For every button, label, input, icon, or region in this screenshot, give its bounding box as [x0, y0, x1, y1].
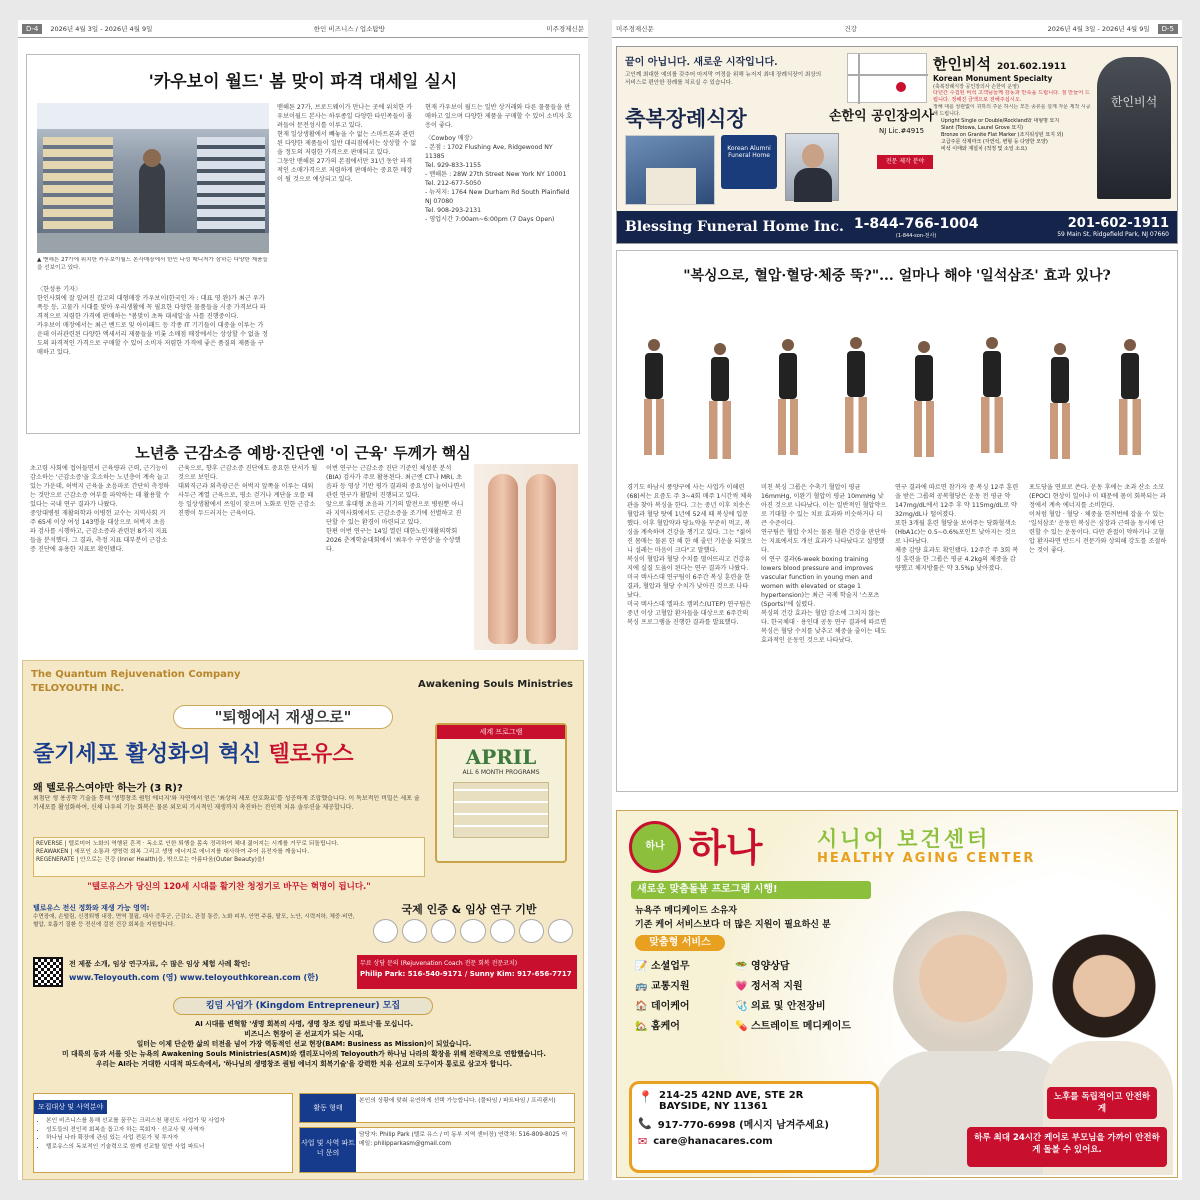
- page-number: D-5: [1158, 24, 1178, 34]
- paragraph: 복싱의 건강 효과는 혈압 감소에 그치지 않는다. 한국체대 · 용인대 공동 연구 결과에 따르면 복싱은 혈당 수치를 낮추고 체중을 줄이는 데도 효과적인 운동인 것으로 나타났다.: [761, 610, 887, 644]
- monument-item: • Bronze on Granite Flat Marker (조지워싱턴 묘지 외): [941, 132, 1093, 139]
- store-hours: - 영업시간 7:00am~6:00pm (7 Days Open): [425, 216, 555, 223]
- monument-phone[interactable]: 201.602.1911: [996, 62, 1067, 72]
- funeral-ad: [616, 46, 1178, 244]
- issue-date: 2026년 4월 3일 - 2026년 4월 9일: [1047, 25, 1150, 33]
- monument-block: [933, 53, 1093, 153]
- tombstone-image: [1097, 57, 1171, 199]
- monument-list: [933, 118, 1093, 153]
- article-col-3: [895, 483, 1021, 783]
- monument-item: • Upright Single or Double/Rockland와 대형명 묘지: [941, 118, 1093, 125]
- point-regenerate: REGENERATE | 안으로는 건강 (Inner Health)을, 밖으로는 아름다움(Outer Beauty)을!: [36, 857, 265, 863]
- point-reverse: REVERSE | 텔로미어 노화의 역행된 흔적 · 독소로 인한 퇴행을 몸속 정리하여 체내 젊어지는 시계를 거꾸로 되돌립니다.: [36, 841, 339, 847]
- service-label: 소셜업무: [650, 961, 690, 972]
- inquiry-text: 담당자: Philip Park (텔로 유스 / 미 동부 지역 센터장) 연락처: 516-809-8025 이메일: philipparkasm@gmail.com: [359, 1132, 568, 1147]
- service-label: 스트레이트 메디케이드: [750, 1021, 852, 1032]
- funeral-building-photo: [625, 135, 715, 205]
- ad-slogan: "퇴행에서 재생으로": [173, 705, 393, 729]
- inquiry-box: [299, 1127, 575, 1173]
- paragraph: 현재 일상생활에서 빼놓을 수 없는 스마트폰과 관련된 다양한 제품들이 일반 대리점에서는 상상할 수 없을 정도의 저렴한 가격으로 판매되고 있다.: [277, 131, 417, 156]
- kingdom-line: AI 시대를 변혁할 '생명 회복의 사명, 생명 창조 킹덤 파트너'를 모십니다.: [194, 1020, 414, 1028]
- monument-item: • Slant (Totowa, Laurel Grove 묘지): [941, 125, 1093, 132]
- left-running-header: [18, 20, 588, 38]
- target-item: • 본인 비즈니스를 통해 선교를 꿈꾸는 크리스천 평신도 사업가 및 사업자: [46, 1117, 292, 1126]
- service-label: 영양상담: [750, 961, 790, 972]
- paragraph: 근육으로, 향후 근감소증 진단에도 중요한 단서가 될 것으로 보인다.: [178, 465, 318, 481]
- paragraph: 이처럼 혈압 · 혈당 · 체중을 한꺼번에 잡을 수 있는 '일석삼조' 운동인 복싱은 심장과 근력을 동시에 단련할 수 있는 운동이다. 다만 관절이 약하거나 고혈압 환자라면 반드시 전문가와 상의해 강도를 조절하는 것이 좋다.: [1029, 511, 1167, 554]
- article-headline: "복싱으로, 혈압·혈당·체중 뚝?"... 얼마나 해야 '일석삼조' 효과 있나?: [683, 268, 1111, 284]
- director-name: 손한익 공인장의사: [829, 109, 934, 124]
- cert-title: 국제 인증 & 임상 연구 기반: [401, 903, 537, 916]
- hana-email[interactable]: care@hanacares.com: [653, 1136, 773, 1147]
- monument-name: 한인비석: [933, 55, 991, 73]
- kingdom-line: 비즈니스 현장이 곧 선교지가 되는 시대,: [244, 1030, 364, 1038]
- funeral-name: 축복장례식장: [625, 106, 747, 131]
- service-label: 정서적 지원: [750, 981, 803, 992]
- service-item: 💗 정서적 지원: [735, 981, 803, 992]
- store-phone: Tel. 212-677-5050: [425, 180, 482, 187]
- teloyouth-ad: [22, 660, 584, 1180]
- areas-text: 수면장애, 손떨림, 신경퇴행 내장, 면역 결핍, 대사 증후군, 근감소, 관절 통증, 노화 피부, 안면 주름, 탈모, 노안, 시력저하, 체중·비만, 혈압, 호흡기 질환 등 전신에 걸친 건강 회복을 지원합니다.: [33, 914, 355, 928]
- service-item: 🏡 홈케어: [635, 1021, 680, 1032]
- consult-badge: 전문 제작 분야: [877, 155, 933, 169]
- location-map: [847, 53, 927, 103]
- consult-box: [357, 955, 577, 989]
- hana-line-2: 기존 케어 서비스보다 더 많은 지원이 필요하신 분: [635, 920, 831, 930]
- paragraph: 현재 카우보이 월드는 일반 상거래와 다른 물품들을 판매하고 있으며 다양한 제품을 구매할 수 있어 소비자 호응이 좋다.: [425, 104, 573, 129]
- article-headline: 노년층 근감소증 예방·진단엔 '이 근육' 두께가 핵심: [135, 444, 471, 462]
- paragraph: 경기도 하남시 풍양구에 사는 사업가 이해련(68)씨는 요즘도 주 3~4회 매주 1시간씩 체육관을 찾아 복싱을 한다. 그는 중년 이후 치솟은 혈압과 혈당 탓에 1년에 52세 때 복싱에 입문했다. 이후 혈압약과 당뇨약을 꾸준히 먹고, 복싱을 계속하며 건강을 챙기고 있다. 그는 "젊어진 몸매는 물론 한 해 한 해 줄던 기운을 되찾으니 설레는 마음이 크다"고 말했다.: [627, 484, 753, 554]
- service-item: 📝 소셜업무: [635, 961, 690, 972]
- service-item: 🚌 교통지원: [635, 981, 690, 992]
- article-col-2: [761, 483, 887, 783]
- phone-icon: 📞: [638, 1117, 652, 1130]
- issue-date: 2026년 4월 3일 - 2026년 4월 9일: [50, 25, 153, 33]
- duty-label: 활동 형태: [300, 1094, 356, 1122]
- article-boxing: [616, 250, 1178, 792]
- areas-title: 텔로유스 전신 정화와 재생 가능 영역:: [33, 904, 150, 912]
- funeral-address: 59 Main St, Ridgefield Park, NJ 07660: [1057, 231, 1169, 238]
- article-col-3: [326, 464, 466, 650]
- byline: 〈한성용 기자〉: [37, 286, 82, 293]
- callout-independent: 노후를 독립적이고 안전하게: [1047, 1087, 1157, 1119]
- ad-intro: 최첨단 생 용공학 기술을 통해 '생명창조 퀀텀 에너지'와 자연에서 얻은 '최상의 세포 산호화효'를 성공하게 조합했습니다. 이 독보적인 비밀은 세포 줄기세포를 활성화하여, 신체 나우의 기능 회복은 물론 외모의 기시적인 재생까지 촉진하는 전인적 치유 솔루션을 제공합니다.: [33, 795, 420, 811]
- director-photo: [785, 133, 839, 201]
- service-item: 🥗 영양상담: [735, 961, 790, 972]
- paper-name: 미주경제신문: [616, 25, 654, 33]
- inquiry-label: 사업 및 사역 파트너 문의: [300, 1128, 356, 1172]
- svc-title: 맞춤형 서비스: [635, 935, 725, 951]
- location-pin-icon: 📍: [638, 1090, 653, 1104]
- left-page: [18, 20, 588, 1180]
- store-address: - 본점 : 1702 Flushing Ave, Ridgewood NY 11385: [425, 144, 553, 160]
- consult-label: 무료 상담 문의 (Rejuvenation Coach 전문 회복 전문코치): [360, 960, 518, 967]
- ad-points: [33, 837, 425, 877]
- director-license: NJ Lic.#4915: [879, 127, 925, 135]
- ad-headline-brand: 텔로유스: [268, 742, 354, 767]
- paragraph: 이 연구 결과(6-week boxing training lowers blood pressure and improves vascular function in young men and women with elevated or stage 1 hypertension)는 최근 국제 학술지 '스포츠(Sports)'에 실렸다.: [761, 556, 880, 608]
- paragraph: 대퇴직근과 외측광근은 허벅지 앞쪽을 이루는 대퇴사두근 계열 근육으로, 평소 걷거나 계단을 오를 때 등 일상생활에서 쓰임이 잦으며 노화로 인한 근감소 진행이 두드러지는 근육이다.: [178, 483, 316, 517]
- monument-item: • 비석 이태와 재설치 (적정 및 소일 소요): [941, 146, 1093, 153]
- photo-caption: ▲ 맨해튼 27가에 위치한 카우보이월드 본사매장에서 한인 나성 매니저가 삼하는 다양한 제품들을 선보이고 있다.: [37, 257, 268, 271]
- paragraph: 중앙대병원 재활의학과 이병헌 교수는 지역사회 거주 65세 이상 여성 143명을 대상으로 허벅지 초음파 검사를 시행하고, 근감소증과 관련된 8가지 지표들을 분석했다. 그 결과, 측정 지표 대부분이 근감소증 진단에 유용한 지표로 확인됐다.: [30, 510, 168, 553]
- article-col-2: [277, 103, 417, 425]
- areas-box: [33, 903, 357, 947]
- service-label: 데이케어: [650, 1001, 690, 1012]
- qr-code[interactable]: [33, 957, 63, 987]
- ad-tagline: "텔로유스가 당신의 120세 시대를 활기찬 청정기로 바꾸는 혁명이 됩니다.": [87, 882, 371, 892]
- paragraph: 체중 감량 효과도 확인됐다. 12주간 주 3회 복싱 훈련을 한 그룹은 평균 4.2kg의 체중을 감량했고 체지방률은 약 3.5%p 낮아졌다.: [895, 547, 1019, 572]
- paragraph: 또한 3개월 훈련 혈당을 보여주는 당화혈색소(HbA1c)는 0.5~0.6%포인트 낮아지는 것으로 나타났다.: [895, 520, 1017, 545]
- section-name: 건강: [844, 25, 857, 33]
- article-col-3: [425, 103, 573, 425]
- monument-item: • 고급주문 삭제마크 (자연석, 변형 등 다양한 모양): [941, 139, 1093, 146]
- kingdom-line: 미 대륙의 동과 서를 잇는 뉴욕의 Awakening Souls Ministries(ASM)와 캘리포니아의 Teloyouth가 하나님 나라의 확장을 위해 전략적으로 연합했습니다.: [62, 1050, 546, 1058]
- store-address: - 맨해튼 : 28W 27th Street New York NY 10001: [425, 171, 567, 178]
- tombstone-text: 한인비석: [1110, 95, 1158, 109]
- ad-company: The Quantum Rejuvenation Company: [31, 669, 241, 680]
- paragraph: 그동안 맨해튼 27가의 본점에서만 31년 동안 파격적인 소매가격으로 저렴하게 판매하는 중요한 매장이 될 것으로 예상되고 있다.: [277, 158, 413, 183]
- funeral-desc: 고인께 최대한 예의를 갖추어 마지막 여정을 위해 뉴저지 최대 장례식장이 최상의 서비스로 편안한 장례를 치르실 수 있습니다.: [625, 72, 822, 86]
- hana-line-1: 뉴욕주 메디케이드 소유자: [635, 906, 737, 916]
- funeral-phone[interactable]: 1-844-766-1004: [853, 215, 979, 232]
- monument-sub: (축복장례식장 공인장의사 손한익 운영): [933, 84, 1019, 90]
- service-list: [635, 957, 875, 1032]
- paragraph: 맨해튼 27가, 브로드웨이가 만나는 곳에 위치한 카우보이월드 본사는 하루종일 다양한 타민족들이 몰려들어 문전성시를 이루고 있다.: [277, 104, 413, 129]
- article-sarcopenia: [26, 438, 580, 652]
- service-item: 🏠 데이케어: [635, 1001, 690, 1012]
- right-running-header: [612, 20, 1182, 38]
- legs-photo: [474, 464, 578, 650]
- paragraph: 앞으로 휴대형 초음파 기기의 발전으로 병원뿐 아니라 지역사회에서도 근감소증을 조기에 선별하고 진단할 수 있는 환경이 마련되고 있다.: [326, 501, 464, 526]
- paragraph: 복싱이 혈압과 혈당 수치를 떨어뜨리고 건강유지에 실질 도움이 된다는 연구 결과가 나왔다. 미국 텍사스대 연구팀이 6주간 복싱 훈련을 한 결과, 혈압과 혈당 수치가 낮아진 것으로 나타났다.: [627, 556, 751, 599]
- paragraph: 이번 연구는 근감소증 진단 기준인 체성분 분석(BIA) 검사가 주로 활용된다. 최근엔 CT나 MRI, 초음파 등 영상 기반 평가 결과의 중요성이 늘어나면서 관련 연구가 활발히 진행되고 있다.: [326, 465, 466, 499]
- promo-title: 세계 프로그램: [437, 725, 565, 739]
- paper-name: 미주경제신문: [546, 25, 584, 33]
- monument-en: Korean Monument Specialty: [933, 74, 1053, 83]
- right-page: [612, 20, 1182, 1180]
- duty-box: [299, 1093, 575, 1123]
- funeral-phone-2[interactable]: 201-602-1911: [1067, 216, 1169, 231]
- promo-calendar: [435, 723, 567, 863]
- article-col-1: [37, 285, 269, 425]
- contact-card: [629, 1081, 879, 1173]
- store-phone: Tel. 929-833-1155: [425, 162, 482, 169]
- hana-name-2: 시니어 보건센터: [817, 827, 991, 851]
- paragraph: 한편 이번 연구는 14일 열린 대한노인재활의학회 2026 춘계학술대회에서 '최우수 구연상'을 수상했다.: [326, 528, 461, 553]
- paragraph: 포도당을 연료로 쓴다. 운동 후에는 초과 산소 소모(EPOC) 현상이 일어나 이 때문에 몸이 회복되는 과정에서 계속 에너지를 소비한다.: [1029, 484, 1167, 509]
- monument-note: 정해 대를 상관없이 귀하의 주문 하시는 모든 종류를 설계 자문 제작 시공해 드립니다.: [933, 104, 1091, 117]
- consult-phones[interactable]: Philip Park: 516-540-9171 / Sunny Kim: 917-656-7717: [360, 970, 572, 978]
- paragraph: 미국 텍사스대 엘파소 캠퍼스(UTEP) 연구팀은 중년 이상 고혈압 환자들을 대상으로 6주간의 복싱 프로그램을 진행한 결과를 발표했다.: [627, 601, 752, 626]
- target-item: • 텔로유스의 독보적인 기술력으로 함께 선교할 일반 사업 파트너: [46, 1143, 292, 1152]
- contact-label: 전 제품 소개, 임상 연구자료, 수 많은 임상 체험 사례 확인:: [69, 960, 251, 968]
- funeral-badge: Korean Alumni Funeral Home: [721, 135, 777, 189]
- website-link[interactable]: www.Teloyouth.com (영) www.teloyouthkorean.com (한): [69, 973, 319, 982]
- point-reawaken: REAWAKEN | 세포인 소통과 생명력 회복 그리고 생명 에너지로 에너지를 대사하여 주어 유전자를 깨웁니다.: [36, 849, 310, 855]
- page-number: D-4: [22, 24, 42, 34]
- promo-month: APRIL: [465, 745, 537, 769]
- kingdom-title: 킹덤 사업가 (Kingdom Entrepreneur) 모집: [173, 997, 433, 1015]
- hana-program: 새로운 맞춤돌봄 프로그램 시행!: [631, 881, 871, 899]
- article-col-4: [1029, 483, 1169, 783]
- article-headline: '카우보이 월드' 봄 맞이 파격 대세일 실시: [148, 72, 458, 92]
- promo-sub: ALL 6 MONTH PROGRAMS: [462, 769, 540, 776]
- section-name: 한인 비즈니스 / 업소탐방: [313, 25, 385, 33]
- target-item: • 하나님 나라 확장에 관심 있는 사업 전문가 및 투자자: [46, 1134, 292, 1143]
- hana-name-en: HEALTHY AGING CENTER: [817, 851, 1036, 866]
- store-photo: [37, 103, 269, 253]
- contact-block: [69, 959, 349, 983]
- target-item: • 성도들의 전인적 회복을 돕고자 하는 목회자 · 선교사 및 사역자: [46, 1126, 292, 1135]
- duty-text: 본인의 상황에 맞춰 유연하게 선택 가능합니다. (풀타임 / 파트타임 / 프리랜서): [359, 1098, 556, 1104]
- kingdom-line: 일터는 이제 단순한 삶의 터전을 넘어 가장 역동적인 선교 현장(BAM: Business as Mission)이 되었습니다.: [136, 1040, 472, 1048]
- article-cowboy-world: [26, 54, 580, 434]
- paragraph: 미친 복싱 그룹은 수축기 혈압이 평균 16mmHg, 이완기 혈압이 평균 10mmHg 낮아진 것으로 나타났다. 이는 일반적인 혈압약으로 기대할 수 있는 치료 효과와 비슷하거나 더 큰 수준이다.: [761, 484, 887, 527]
- hana-address-1: 214-25 42ND AVE, STE 2R: [658, 1090, 804, 1101]
- funeral-name-en: Blessing Funeral Home Inc.: [625, 219, 844, 235]
- hana-address-2: BAYSIDE, NY 11361: [658, 1101, 768, 1112]
- boxing-sequence-photo: [627, 299, 1167, 475]
- email-icon: ✉: [638, 1135, 648, 1148]
- paragraph: 초고령 사회에 접어들면서 근육량과 근력, 근기능이 감소하는 '근감소증'을 호소하는 노년층이 계속 늘고 있는 가운데, 허벅지 근육을 초음파로 간단히 측정하는 것만으로 근감소증 여부를 파악하는 데 활용할 수 있다는 국내 연구 결과가 나왔다.: [30, 465, 170, 508]
- store-info-title: 〈Cowboy 매장〉: [425, 135, 476, 142]
- ad-company-2: TELOYOUTH INC.: [31, 683, 125, 694]
- service-label: 홈케어: [650, 1021, 680, 1032]
- service-item: 🩺 의료 및 안전장비: [735, 1001, 826, 1012]
- store-address: - 뉴저지: 1764 New Durham Rd South Plainfield NJ 07080: [425, 189, 570, 205]
- hana-logo: 하나: [629, 821, 681, 873]
- ad-ministry: Awakening Souls Ministries: [418, 679, 573, 690]
- service-label: 의료 및 안전장비: [750, 1001, 826, 1012]
- paragraph: 카우보이 매장에서는 최근 밴드로 및 아이패드 등 각종 IT 기기들이 대중을 이루는 가운데 이러관련된 다양한 액세서리 제품들을 비롯 소매점 매장에서는 상상할 수 없을 정도의 파격적인 가격으로 구매할 수 있어 소비자 저렴한 가격에 좋은 품질의 제품을 구매하고 있다.: [37, 322, 268, 356]
- article-col-1: [627, 483, 753, 783]
- hana-senior-ad: [616, 810, 1178, 1178]
- target-list: [34, 1117, 292, 1151]
- paragraph: 연구팀은 혈압 수치는 물론 혈관 건강을 판단하는 지표에서도 개선 효과가 나타났다고 설명했다.: [761, 529, 887, 554]
- paragraph: 한인사회에 잘 알려진 잡고의 대형매장 카우보이(한국인 자 : 대표 영 완)가 최근 우가 폭등 등, 고물가 시대를 맞아 우리생활에 꼭 필요한 다양한 물품들을 시중 가격보다 파격적으로 저렴한 가격에 판매하는 "봄맞이 초특 대세일'을 사를 진행중이다.: [37, 295, 266, 320]
- article-col-2: [178, 464, 318, 650]
- kingdom-text: [43, 1019, 565, 1069]
- funeral-footer: [617, 211, 1177, 243]
- hana-phone[interactable]: 917-770-6998 (메시지 남겨주세요): [657, 1120, 829, 1131]
- service-label: 교통지원: [650, 981, 690, 992]
- kingdom-line: 우리는 AI라는 거대한 시대적 파도속에서, '하나님의 생명창조 퀀텀 에너지 회복기술'을 강력한 치유 선교의 도구이자 통로로 삼고자 합니다.: [95, 1060, 513, 1068]
- article-col-1: [30, 464, 170, 650]
- service-item: 💊 스트레이트 메디케이드: [735, 1021, 852, 1032]
- ad-question: 왜 텔로유스여야만 하는가 (3 R)?: [33, 783, 183, 794]
- ad-headline-main: 줄기세포 활성화의 혁신: [33, 742, 261, 767]
- funeral-slogan: 끝이 아닙니다. 새로운 시작입니다.: [625, 57, 778, 68]
- ad-headline: [33, 737, 354, 768]
- target-box: [33, 1093, 293, 1173]
- callout-24h: 하루 최대 24시간 케어로 부모님을 가까이 안전하게 돌볼 수 있어요.: [967, 1127, 1167, 1167]
- cert-badges: [373, 919, 573, 943]
- paragraph: 연구 결과에 따르면 참가자 중 복싱 12주 훈련을 받은 그룹의 공복혈당은 운동 전 평균 약 147mg/dL에서 12주 후 약 115mg/dL로 약 32mg/dL나 떨어졌다.: [895, 484, 1019, 518]
- hana-name: 하나: [689, 825, 763, 870]
- funeral-phone-note: (1-844-son-천사): [895, 232, 937, 239]
- target-label: 모집대상 및 사역분야: [34, 1100, 107, 1114]
- monument-desc: 다년간 수집된 비석 고객님들께 감동과 만족을 드립니다. 질 만들어 드립니다. 정해진 금액으로 전해주십시오.: [933, 90, 1090, 103]
- store-phone: Tel. 908-293-2131: [425, 207, 482, 214]
